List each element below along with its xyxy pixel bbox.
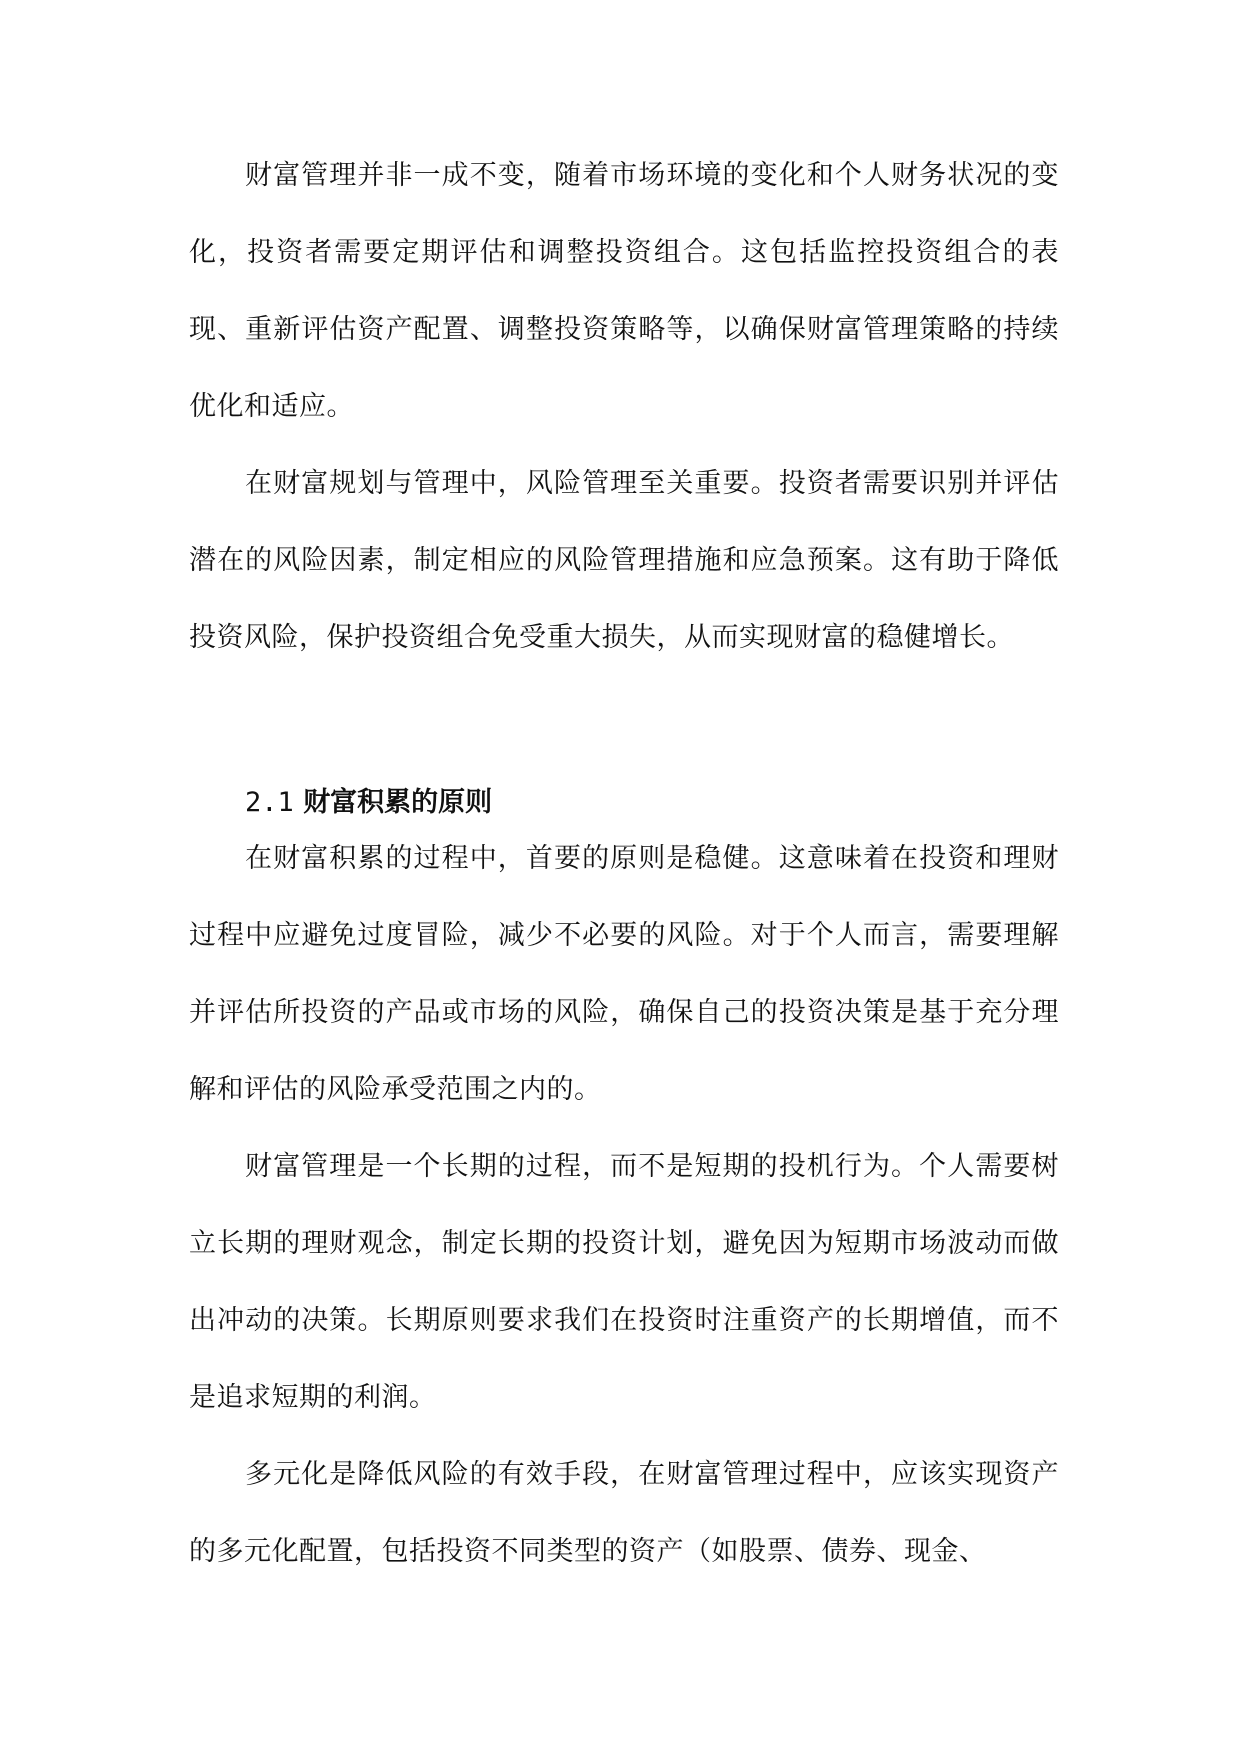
section-title: 财富积累的原则 bbox=[303, 787, 493, 818]
paragraph-risk-management: 在财富规划与管理中，风险管理至关重要。投资者需要识别并评估潜在的风险因素，制定相应的风险管理措施和应急预案。这有助于降低投资风险，保护投资组合免受重大损失，从而实现财富的稳健增长。 bbox=[189, 468, 1059, 653]
paragraph-diversification-principle: 多元化是降低风险的有效手段，在财富管理过程中，应该实现资产的多元化配置，包括投资不同类型的资产（如股票、债券、现金、 bbox=[189, 1459, 1059, 1567]
section-number: 2.1 bbox=[245, 787, 294, 818]
paragraph-portfolio-review: 财富管理并非一成不变，随着市场环境的变化和个人财务状况的变化，投资者需要定期评估和调整投资组合。这包括监控投资组合的表现、重新评估资产配置、调整投资策略等，以确保财富管理策略的持续优化和适应。 bbox=[189, 160, 1059, 422]
paragraph-long-term-principle: 财富管理是一个长期的过程，而不是短期的投机行为。个人需要树立长期的理财观念，制定长期的投资计划，避免因为短期市场波动而做出冲动的决策。长期原则要求我们在投资时注重资产的长期增值，而不是追求短期的利润。 bbox=[189, 1151, 1059, 1413]
paragraph-prudence-principle: 在财富积累的过程中，首要的原则是稳健。这意味着在投资和理财过程中应避免过度冒险，减少不必要的风险。对于个人而言，需要理解并评估所投资的产品或市场的风险，确保自己的投资决策是基于充分理解和评估的风险承受范围之内的。 bbox=[189, 843, 1059, 1105]
